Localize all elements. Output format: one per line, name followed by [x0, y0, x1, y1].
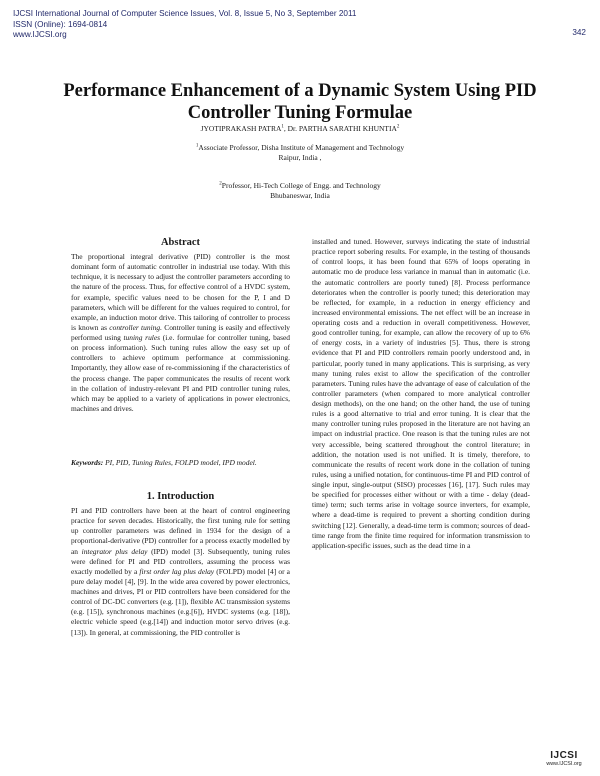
abstract-heading: Abstract [160, 237, 201, 248]
author-1-sup: 1 [281, 124, 284, 130]
keywords-label: Keywords: [71, 458, 104, 467]
journal-name: IJCSI International Journal of Computer Science Issues, Vol. 8, Issue 5, No 3, September 2011 [13, 9, 357, 18]
introduction-body [71, 506, 290, 638]
keywords-text: PI, PID, Tuning Rules, FOLPD model, IPD model. [103, 458, 257, 467]
author-2-sup: 2 [396, 124, 400, 130]
intro-text-1: PI and PID controllers have been at the heart of control engineering practice for seven decades. Historically, the first tuning rule for setting up controller parameters was defined in 1934 for the design of a proportional-derivative (PD) controller for a process exactly modelled by an [71, 506, 290, 556]
right-column-body [312, 237, 530, 551]
abstract-body [71, 252, 290, 414]
affiliation-1 [0, 143, 600, 163]
intro-emphasis-1: integrator plus delay [81, 546, 148, 556]
author-1: JYOTIPRAKASH PATRA [200, 124, 282, 133]
affiliation-2 [0, 181, 600, 201]
keywords [71, 458, 290, 468]
intro-emphasis-2: first order lag plus delay [139, 566, 215, 576]
abstract-text-3: (i.e. formulae for controller tuning, based on process information). Such tuning rules allow the easy set up of controllers to achieve optimum performance at commissioning. Importantly, they allow ease of re-commissioning if the characteristics of the process change. The paper communicates the results of recent work in the collation of industry-relevant PI and PID controller tuning rules, which may be applied to a variety of applications in power electronics, machines and drives. [71, 333, 291, 413]
ijcsi-logo-url: www.IJCSI.org [546, 761, 582, 767]
author-separator: , Dr. [283, 124, 299, 133]
page-number: 342 [572, 28, 586, 37]
abstract-emphasis-1: controller tuning. [109, 322, 162, 332]
affiliation-1-sup: 1 [195, 143, 199, 149]
affiliation-2-sup: 2 [219, 181, 222, 187]
paper-title: Performance Enhancement of a Dynamic System Using PID Controller Tuning Formulae [63, 81, 537, 123]
abstract-text-2: Controller tuning is easily and effectively performed using [71, 322, 290, 342]
intro-text-3: (FOLPD) model [4] or a pure delay model [4], [9]. In the wide area covered by power electronics, machines and drives, PI or PID controllers have been considered for the control of DC-DC converters (e.g. [1]), flexible AC transmission systems (e.g. [15]), synchronous machines (e.g.[6]), HVDC systems (e.g. [18]), electric vehicle speed (e.g.[14]) and induction motor servo drives (e.g. [13]). In general, at commissioning, the PID controller is [71, 566, 290, 637]
right-column-text: installed and tuned. However, surveys indicating the state of industrial practice report sobering results. For example, in the testing of thousands of control loops, it has been found that 65% of loops operating in automatic mo de produce less variance in manual than in automatic (i.e. the automatic controllers are poorly tuned) [8]. Process performance deteriorates when the controller is poorly tuned; this deterioration may be reflected, for example, in a reduction in energy efficiency and increased environmental emissions. The net effect will be an increase in operating costs and a reduction in overall competitiveness. However, good controller tuning, for example, can allow the recovery of up to 6% of energy costs, in a variety of industries [5]. Thus, there is strong evidence that PI and PID controllers remain poorly understood and, in particular, poorly tuned in many applications. This is surprising, as very many tuning rules exist to allow the specification of the controller parameters. Tuning rules have the advantage of ease of calculation of the controller parameters (when compared to more analytical controller design methods), on the one hand; on the other hand, the use of tuning rules is a good alternative to trial and error tuning. It is clear that the many controller tuning rules proposed in the literature are not having an impact on industrial practice. One reason is that the tuning rules are not very accessible, being scattered throughout the control literature; in addition, the notation used is not unified. It is timely, therefore, to communicate the results of recent work done in the collation of tuning rules, using a unified notation, for continuous-time PI and PID control of single input, single-output (SISO) processes [16], [17]. Such rules may be specified for processes either without or with a time - delay (dead-time) term; such terms arise in voltage source inverters, for example, where a dead-time is required to prevent a shorting condition during switching [12]. Generally, a dead-time term is common; sources of dead-time range from the finite time required for information transmission to application-specific issues, such as the dead time in a [312, 237, 530, 550]
affiliation-2-line-2: Bhubaneswar, India [270, 191, 330, 200]
journal-website-link[interactable]: www.IJCSI.org [13, 30, 67, 40]
author-2: PARTHA SARATHI KHUNTIA [298, 124, 397, 133]
abstract-emphasis-2: tuning rules [123, 333, 161, 342]
intro-text-2: (IPD) model [3]. Subsequently, tuning rules were defined for PI and PID controllers, assuming the process was exactly modelled by a [71, 546, 291, 576]
affiliation-2-line-1: Professor, Hi-Tech College of Engg. and Technology [221, 181, 381, 190]
introduction-heading: 1. Introduction [146, 491, 215, 502]
author-line [0, 124, 600, 134]
abstract-text-1: The proportional integral derivative (PID) controller is the most dominant form of automatic controller in industrial use today. With this technique, it is necessary to adjust the controller parameters according to the nature of the process. Thus, for effective control of a HVDC system, for example, specific values need to be chosen for the P, I and D parameters, which will be different for the values required to control, for example, an induction motor drive. This tailoring of controller to process is known as [71, 252, 290, 332]
affiliation-1-line-2: Raipur, India , [278, 153, 322, 162]
ijcsi-logo [544, 750, 584, 767]
ijcsi-logo-mark: IJCSI [550, 750, 578, 761]
issn: ISSN (Online): 1694-0814 [13, 19, 108, 29]
journal-header [13, 9, 356, 41]
affiliation-1-line-1: Associate Professor, Disha Institute of Management and Technology [198, 143, 405, 152]
